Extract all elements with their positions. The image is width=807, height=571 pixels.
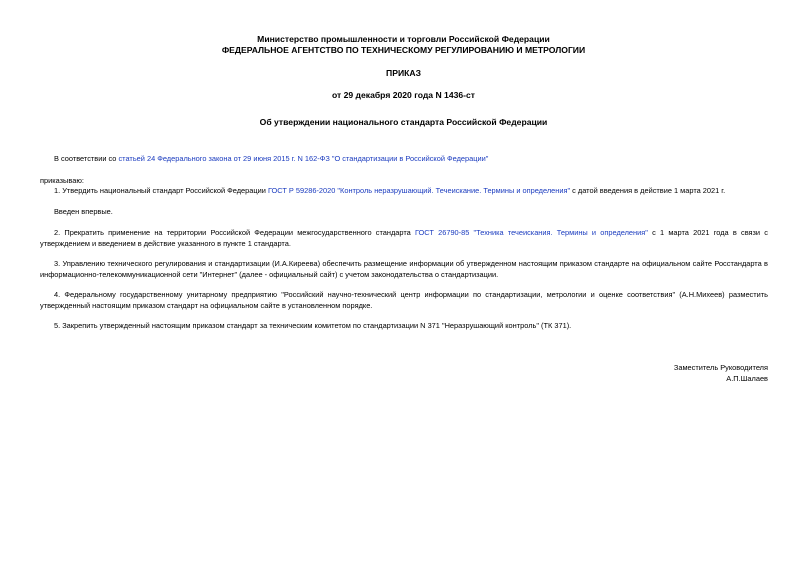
item-1-text-after: с датой введения в действие 1 марта 2021 г. <box>570 186 726 195</box>
order-word: приказываю: <box>40 176 84 185</box>
gost-r-59286-link[interactable]: ГОСТ Р 59286-2020 "Контроль неразрушающий. Течеискание. Термины и определения" <box>267 186 571 195</box>
signatory-name: А.П.Шалаев <box>726 374 768 383</box>
item-2-paragraph <box>40 228 768 249</box>
item-5-paragraph: 5. Закрепить утвержденный настоящим приказом стандарт за техническим комитетом по стандартизации N 371 "Неразрушающий контроль" (ТК 371). <box>54 321 572 330</box>
item-2-text-before: 2. Прекратить применение на территории Российской Федерации межгосударственного стандарта <box>54 228 415 237</box>
document-date-number: от 29 декабря 2020 года N 1436-ст <box>331 90 476 100</box>
gost-26790-link[interactable]: ГОСТ 26790-85 "Техника течеискания. Термины и определения" <box>414 228 648 237</box>
document-type: ПРИКАЗ <box>386 68 421 78</box>
item-2-text-after: с 1 марта 2021 года в связи с утверждением и введением в действие указанного в пункте 1 стандарта. <box>40 228 768 248</box>
document-title: Об утверждении национального стандарта Российской Федерации <box>259 117 548 127</box>
introduced-note: Введен впервые. <box>54 207 113 216</box>
preamble-text: В соответствии со <box>54 154 119 163</box>
agency-heading: ФЕДЕРАЛЬНОЕ АГЕНТСТВО ПО ТЕХНИЧЕСКОМУ РЕГУЛИРОВАНИЮ И МЕТРОЛОГИИ <box>221 45 586 55</box>
ministry-heading: Министерство промышленности и торговли Российской Федерации <box>257 34 550 44</box>
federal-law-link[interactable]: статьей 24 Федерального закона от 29 июня 2015 г. N 162-ФЗ "О стандартизации в Российской Федерации" <box>118 154 489 163</box>
item-1-text-before: 1. Утвердить национальный стандарт Российской Федерации <box>54 186 268 195</box>
preamble-paragraph <box>40 154 768 165</box>
item-3-paragraph: 3. Управлению технического регулирования и стандартизации (И.А.Киреева) обеспечить размещение информации об утвержденном настоящим приказом стандарте на официальном сайте Росстандарта в информационно-телекоммуникационной сети "Интернет" (далее - официальный сайт) с учетом законодательства о стандартизации. <box>40 259 768 279</box>
item-1-paragraph <box>40 186 768 197</box>
item-4-paragraph: 4. Федеральному государственному унитарному предприятию "Российский научно-технический центр информации по стандартизации, метрологии и оценке соответствия" (А.Н.Михеев) разместить утвержденный настоящим приказом стандарт на официальном сайте в установленном порядке. <box>40 290 768 310</box>
signatory-position: Заместитель Руководителя <box>673 363 768 372</box>
